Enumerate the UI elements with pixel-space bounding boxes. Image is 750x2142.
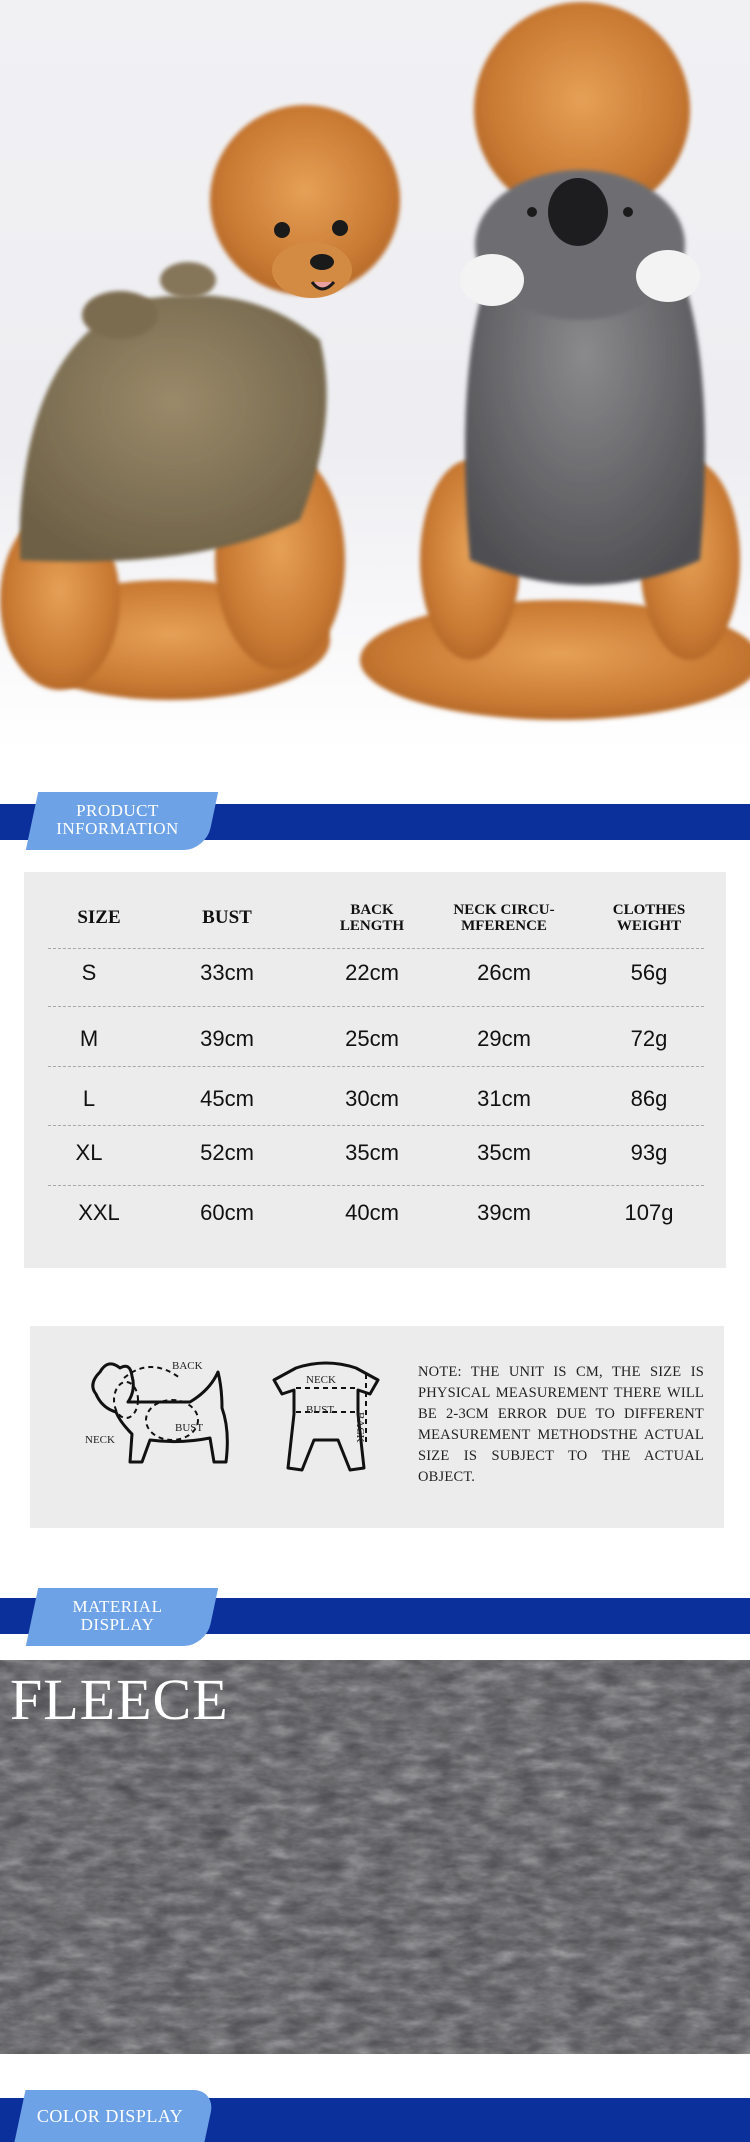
header-size: SIZE [77, 907, 121, 928]
cell-back-length: 40cm [345, 1200, 399, 1225]
cell-bust: 45cm [200, 1086, 254, 1111]
cell-size: M [79, 1026, 99, 1051]
size-table [24, 872, 726, 1268]
material-title: FLEECE [10, 1667, 229, 1732]
diagram-label-bust: BUST [175, 1422, 204, 1434]
table-divider [48, 1006, 704, 1007]
cell-weight: 72g [630, 1026, 668, 1051]
cell-bust: 52cm [200, 1140, 254, 1165]
table-row [24, 960, 726, 1000]
coat-label-bust: BUST [306, 1404, 335, 1416]
diagram-label-neck: NECK [85, 1434, 115, 1446]
two-poodles-in-hoodies-image [0, 0, 750, 750]
cell-size: XXL [78, 1200, 120, 1225]
cell-back-length: 35cm [345, 1140, 399, 1165]
dog-measurement-diagram [80, 1350, 250, 1480]
coat-label-neck: NECK [306, 1374, 336, 1386]
coat-label-back: BACK [354, 1412, 366, 1443]
cell-neck: 39cm [477, 1200, 531, 1225]
cell-size: L [82, 1086, 96, 1111]
cell-weight: 107g [624, 1200, 674, 1225]
table-row [24, 1200, 726, 1240]
table-divider [48, 1185, 704, 1186]
section-title-product-information: PRODUCT INFORMATION [56, 801, 179, 838]
cell-size: S [81, 960, 97, 985]
cell-bust: 39cm [200, 1026, 254, 1051]
cell-bust: 60cm [200, 1200, 254, 1225]
size-note: NOTE: THE UNIT IS CM, THE SIZE IS PHYSICAL MEASUREMENT THERE WILL BE 2-3CM ERROR DUE TO DIFFERENT MEASUREMENT METHODSTHE ACTUAL SIZE IS SUBJECT TO THE ACTUAL OBJECT. [418, 1364, 704, 1485]
header-clothes-weight: CLOTHES WEIGHT [612, 902, 686, 934]
header-back-length: BACK LENGTH [339, 902, 405, 934]
cell-back-length: 30cm [345, 1086, 399, 1111]
cell-bust: 33cm [200, 960, 254, 985]
cell-neck: 29cm [477, 1026, 531, 1051]
header-bust: BUST [202, 907, 252, 928]
cell-neck: 35cm [477, 1140, 531, 1165]
header-neck-circumference: NECK CIRCU- MFERENCE [453, 902, 555, 934]
cell-back-length: 25cm [345, 1026, 399, 1051]
cell-neck: 31cm [477, 1086, 531, 1111]
table-row [24, 1086, 726, 1126]
cell-weight: 93g [630, 1140, 668, 1165]
cell-weight: 86g [630, 1086, 668, 1111]
cell-back-length: 22cm [345, 960, 399, 985]
table-row [24, 1140, 726, 1180]
diagram-label-back: BACK [172, 1360, 203, 1372]
table-divider [48, 1125, 704, 1126]
section-title-color-display: COLOR DISPLAY [36, 2106, 184, 2126]
table-row [24, 1026, 726, 1066]
cell-size: XL [75, 1140, 103, 1165]
fleece-material-photo [0, 1660, 750, 2054]
cell-neck: 26cm [477, 960, 531, 985]
section-title-material-display: MATERIAL DISPLAY [72, 1597, 163, 1634]
table-divider [48, 948, 704, 949]
cell-weight: 56g [630, 960, 668, 985]
product-photo [0, 0, 750, 750]
measurement-panel [30, 1326, 724, 1528]
table-divider [48, 1066, 704, 1067]
